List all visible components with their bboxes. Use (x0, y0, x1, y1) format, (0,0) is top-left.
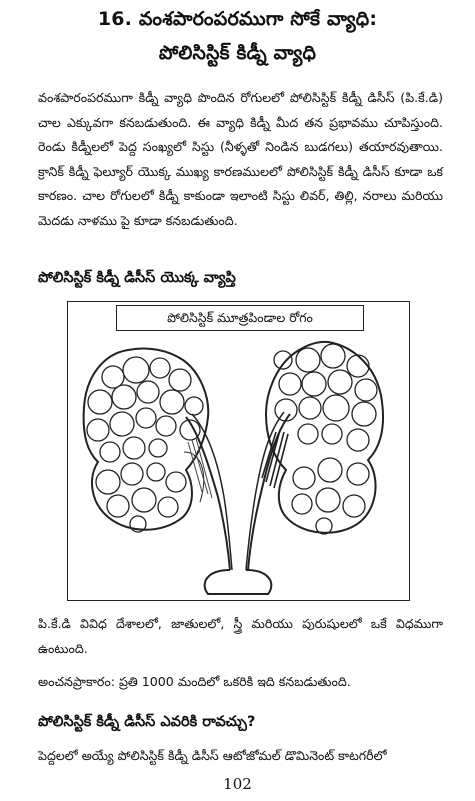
intro-paragraph: వంశపారంపరముగా కిడ్నీ వ్యాధి పొందిన రోగులలో పోలిసిస్టిక్ కిడ్నీ డిసీస్ (పి.కే.డి) చాల ఎక్కువగా కనబడుతుంది. ఈ వ్యాధి కిడ్నీ మీద తన ప్రభావము చూపిస్తుంది. రెండు కిడ్నీలలో పెద్ద సంఖ్యలో సిస్టు (నీళ్ళతో నిండిన బుడగలు) తయారవుతాయి. క్రానిక్ కిడ్నీ ఫెల్యూర్ యొక్క ముఖ్య కారణములలో పోలిసిస్టిక్ కిడ్నీ డిసీస్ కూడా ఒక కారణం. చాల రోగులలో కిడ్నీ కాకుండా ఇలాంటి సిస్టు లివర్, తిల్లి, నరాలు మరియు మెదడు నాళము పై కూడా కనబడుతుంది. (38, 90, 443, 228)
estimate-paragraph: అంచనప్రాకారం: ప్రతి 1000 మందిలో ఒకరికి ఇది కనబడుతుంది. (38, 674, 351, 689)
prevalence-paragraph: పి.కే.డి వివిధ దేశాలలో, జాతులలో, స్త్రీ మరియు పురుషులలో ఒకే విధముగా ఉంటుంది. (38, 616, 443, 656)
figure-caption: పోలిసిస్టిక్ మూత్రపిండాల రోగం (116, 305, 364, 331)
page-number: 102 (223, 775, 252, 793)
polycystic-kidneys-illustration (68, 302, 408, 599)
bladder (205, 570, 272, 594)
section-heading-who: పోలిసిస్టిక్ కిడ్నీ డిసీస్ ఎవరికి రావచ్చు? (38, 714, 256, 730)
chapter-title-line2: పోలిసిస్టిక్ కిడ్నీ వ్యాధి (158, 42, 317, 64)
autosomal-paragraph: పెద్దలలో అయ్యే పోలిసిస్టిక్ కిడ్నీ డిసీస్ ఆటోజోమల్ డొమినెంట్ కాటగరీలో (38, 748, 387, 763)
chapter-title-line1: 16. వంశపారంపరముగా సోకే వ్యాధి: (97, 8, 378, 30)
kidney-figure (67, 301, 410, 601)
section-heading-prevalence: పోలిసిస్టిక్ కిడ్నీ డిసీస్ యొక్క వ్యాప్తి (38, 270, 236, 286)
